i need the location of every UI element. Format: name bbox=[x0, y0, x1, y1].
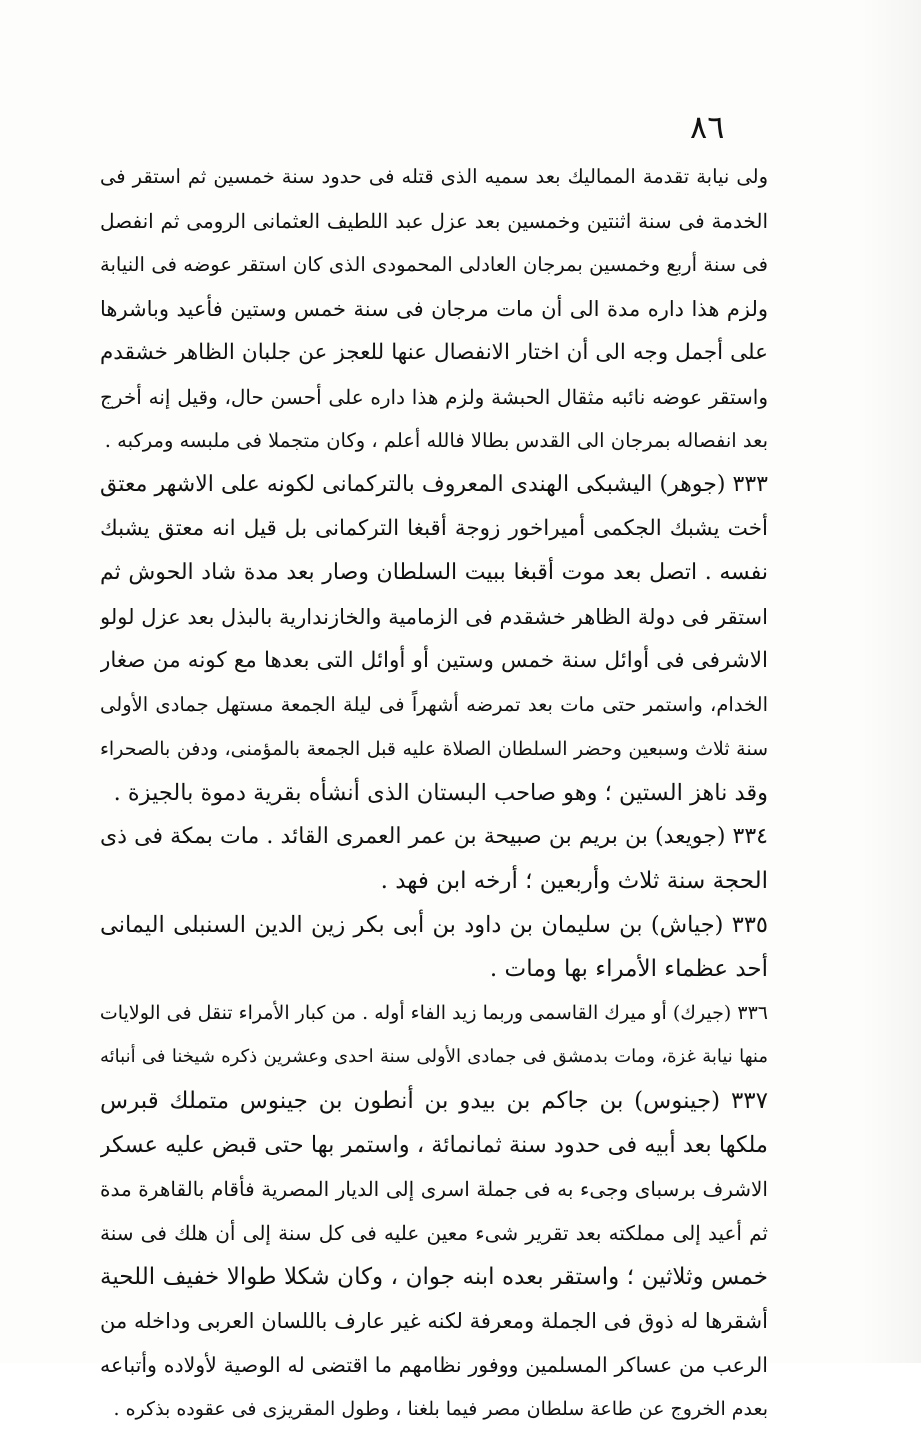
text-line: سنة ثلاث وسبعين وحضر السلطان الصلاة عليه قبل الجمعة بالمؤمنى، ودفن بالصحراء bbox=[100, 738, 768, 760]
text-line: ولزم هذا داره مدة الى أن مات مرجان فى سنة خمس وستين فأعيد وباشرها bbox=[100, 297, 768, 321]
text-line: على أجمل وجه الى أن اختار الانفصال عنها للعجز عن جلبان الظاهر خشقدم bbox=[100, 340, 768, 365]
text-line: وقد ناهز الستين ؛ وهو صاحب البستان الذى أنشأه بقرية دموة بالجيزة . bbox=[113, 780, 768, 806]
text-line: الخدام، واستمر حتى مات بعد تمرضه أشهراً فى ليلة الجمعة مستهل جمادى الأولى bbox=[100, 693, 768, 716]
text-line: خمس وثلاثين ؛ واستقر بعده ابنه جوان ، وكان شكلا طوالا خفيف اللحية bbox=[100, 1264, 768, 1290]
text-line: أشقرها له ذوق فى الجملة ومعرفة لكنه غير عارف باللسان العربى وداخله من bbox=[100, 1309, 768, 1333]
text-line: بعدم الخروج عن طاعة سلطان مصر فيما بلغنا ، وطول المقريزى فى عقوده بذكره . bbox=[113, 1398, 768, 1420]
text-line: ثم أعيد إلى مملكته بعد تقرير شىء معين عليه فى كل سنة إلى أن هلك فى سنة bbox=[100, 1221, 768, 1245]
text-line: ملكها بعد أبيه فى حدود سنة ثمانمائة ، واستمر بها حتى قبض عليه عسكر bbox=[100, 1132, 768, 1158]
text-line: الاشرف برسباى وجىء به فى جملة اسرى إلى الديار المصرية فأقام بالقاهرة مدة bbox=[100, 1177, 768, 1201]
body-text bbox=[100, 155, 768, 1431]
text-line: منها نيابة غزة، ومات بدمشق فى جمادى الأولى سنة احدى وعشرين ذكره شيخنا فى أنبائه bbox=[100, 1046, 768, 1067]
text-line: الرعب من عساكر المسلمين ووفور نظامهم ما اقتضى له الوصية لأولاده وأتباعه bbox=[100, 1353, 768, 1377]
text-line: الخدمة فى سنة اثنتين وخمسين بعد عزل عبد اللطيف العثمانى الرومى ثم انفصل bbox=[100, 209, 768, 233]
page-number: ٨٦ bbox=[690, 108, 725, 146]
entry-334-line: ٣٣٤ (جويعد) بن بريم بن صبيحة بن عمر العمرى القائد . مات بمكة فى ذى bbox=[100, 824, 768, 849]
scan-edge-shadow bbox=[861, 0, 921, 1363]
entry-335-line: ٣٣٥ (جياش) بن سليمان بن داود بن أبى بكر زين الدين السنبلى اليمانى bbox=[100, 912, 768, 938]
text-line: بعد انفصاله بمرجان الى القدس بطالا فالله أعلم ، وكان متجملا فى ملبسه ومركبه . bbox=[104, 429, 768, 452]
text-line: نفسه . اتصل بعد موت أقبغا ببيت السلطان وصار بعد مدة شاد الحوش ثم bbox=[100, 560, 768, 585]
entry-337-line: ٣٣٧ (جينوس) بن جاكم بن بيدو بن أنطون بن جينوس متملك قبرس bbox=[100, 1088, 768, 1114]
text-line: الحجة سنة ثلاث وأربعين ؛ أرخه ابن فهد . bbox=[380, 868, 768, 894]
entry-336-line: ٣٣٦ (جيرك) أو ميرك القاسمى وربما زيد الفاء أوله . من كبار الأمراء تنقل فى الولايات bbox=[100, 1002, 768, 1024]
entry-333-line: ٣٣٣ (جوهر) اليشبكى الهندى المعروف بالتركمانى لكونه على الاشهر معتق bbox=[100, 472, 768, 497]
text-line: ولى نيابة تقدمة المماليك بعد سميه الذى قتله فى حدود سنة خمسين ثم استقر فى bbox=[100, 165, 768, 188]
text-line: فى سنة أربع وخمسين بمرجان العادلى المحمودى الذى كان استقر عوضه فى النيابة bbox=[100, 253, 768, 276]
text-line: أخت يشبك الجكمى أميراخور زوجة أقبغا التركمانى بل قيل انه معتق يشبك bbox=[100, 516, 768, 541]
text-line: واستقر عوضه نائبه مثقال الحبشة ولزم هذا داره على أحسن حال، وقيل إنه أخرج bbox=[100, 385, 768, 409]
text-line: أحد عظماء الأمراء بها ومات . bbox=[489, 956, 768, 982]
text-line: استقر فى دولة الظاهر خشقدم فى الزمامية والخازندارية بالبذل بعد عزل لولو bbox=[100, 605, 768, 629]
text-line: الاشرفى فى أوائل سنة خمس وستين أو أوائل التى بعدها مع كونه من صغار bbox=[100, 648, 768, 673]
